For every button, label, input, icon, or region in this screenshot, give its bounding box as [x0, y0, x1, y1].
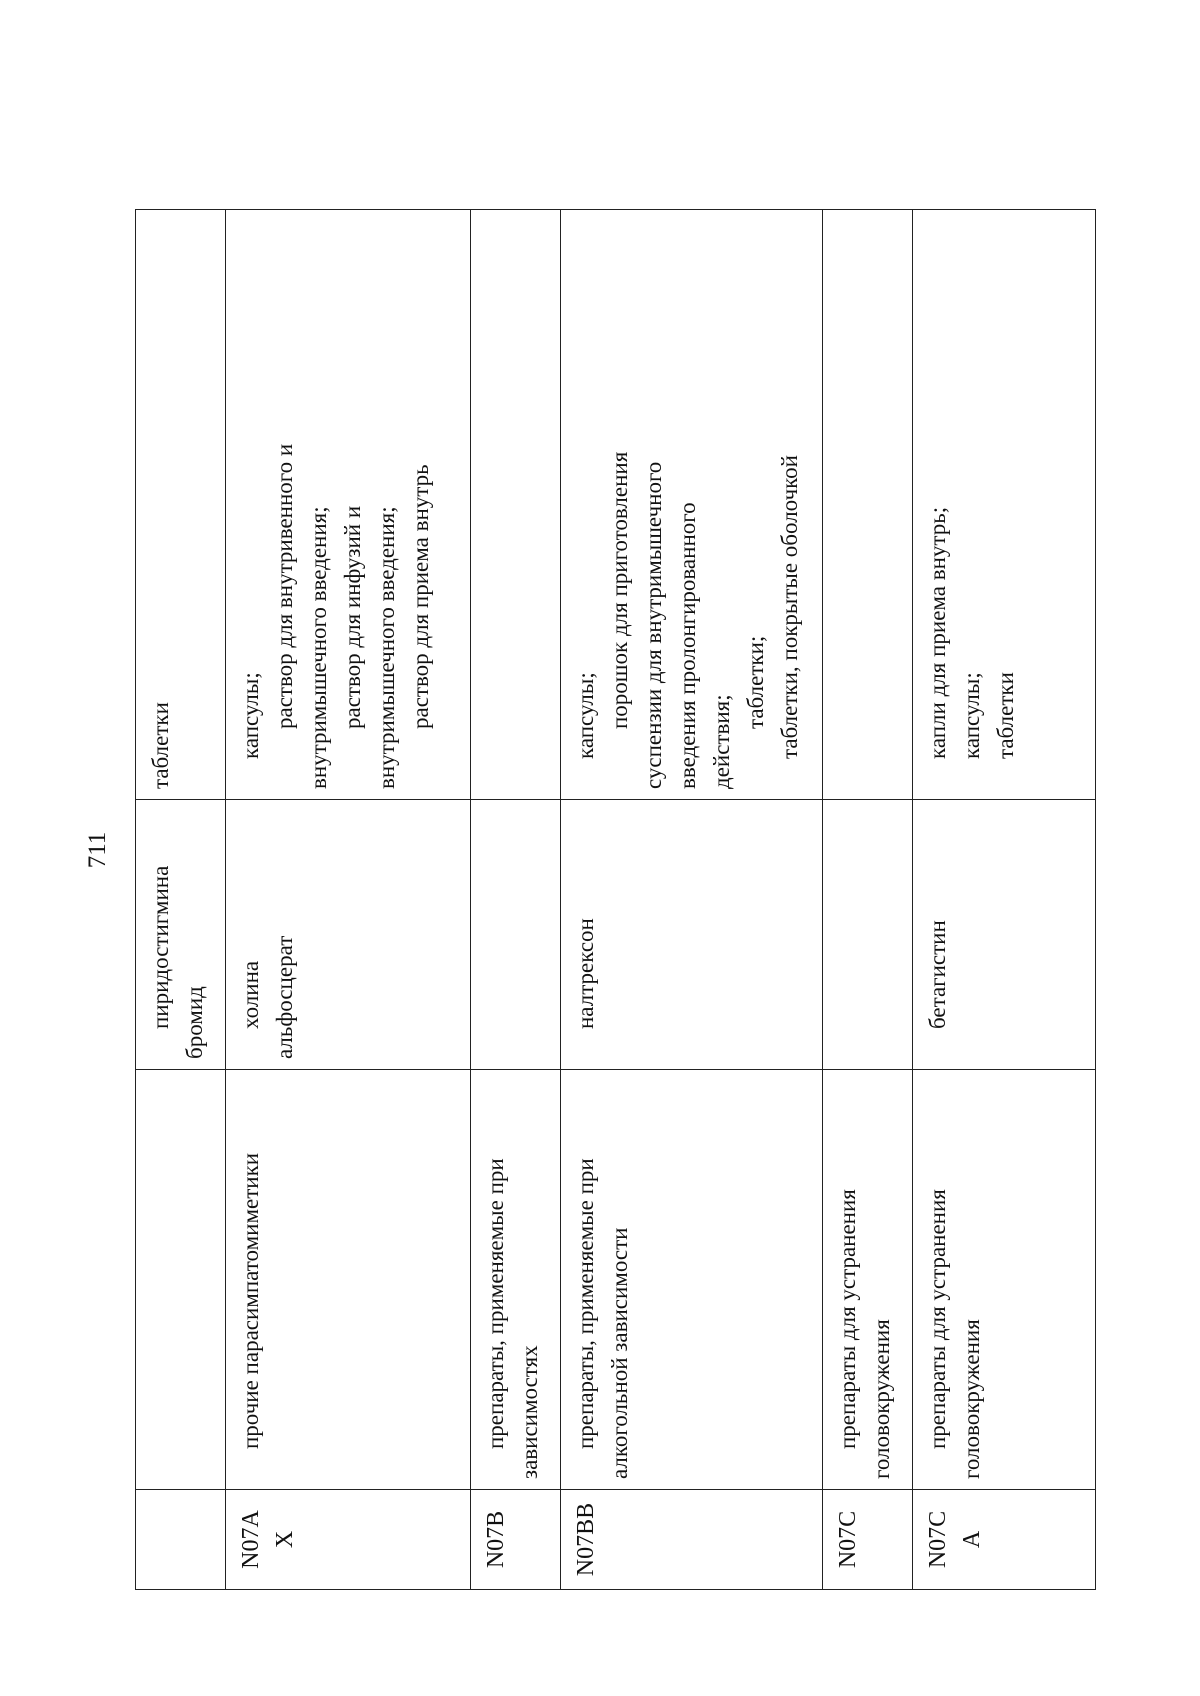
substance-cell — [913, 800, 1096, 1070]
form-line: таблетки — [148, 702, 173, 789]
substance-cell — [136, 800, 226, 1070]
page-number: 711 — [84, 831, 111, 869]
form-line: раствор для внутривенного и — [272, 443, 297, 729]
table-row — [561, 210, 823, 1590]
group-line: препараты, применяемые при — [483, 1158, 508, 1449]
forms-cell — [226, 210, 471, 800]
form-line: таблетки, покрытые оболочкой — [777, 455, 802, 759]
form-line: внутримышечного введения; — [306, 506, 331, 789]
form-line: введения пролонгированного — [675, 502, 700, 789]
group-line: головокружения — [959, 1319, 984, 1479]
substance-cell — [823, 800, 913, 1070]
table-row — [913, 210, 1096, 1590]
group-cell — [136, 1070, 226, 1490]
form-line: внутримышечного введения; — [374, 506, 399, 789]
code-cell — [226, 1490, 471, 1590]
group-line: препараты, применяемые при — [573, 1158, 598, 1449]
code-line: N07BB — [573, 1502, 599, 1577]
code-cell — [913, 1490, 1096, 1590]
form-line: капсулы; — [573, 672, 598, 759]
group-line: препараты для устранения — [835, 1189, 860, 1449]
code-cell — [471, 1490, 561, 1590]
form-line: таблетки — [993, 672, 1018, 759]
code-line: X — [272, 1530, 298, 1549]
group-cell — [913, 1070, 1096, 1490]
form-line: капсулы; — [238, 672, 263, 759]
form-line: таблетки; — [743, 635, 768, 729]
group-cell — [561, 1070, 823, 1490]
code-line: N07C — [835, 1510, 861, 1569]
group-cell — [823, 1070, 913, 1490]
group-line: препараты для устранения — [925, 1189, 950, 1449]
group-cell — [471, 1070, 561, 1490]
substance-line: альфосцерат — [272, 935, 297, 1059]
code-line: N07C — [925, 1510, 951, 1569]
group-line: головокружения — [869, 1319, 894, 1479]
form-line: раствор для инфузий и — [340, 505, 365, 729]
group-cell — [226, 1070, 471, 1490]
forms-cell — [471, 210, 561, 800]
code-cell — [823, 1490, 913, 1590]
group-line: прочие парасимпатомиметики — [238, 1152, 263, 1449]
substance-cell — [561, 800, 823, 1070]
code-line: N07B — [483, 1510, 509, 1569]
forms-cell — [913, 210, 1096, 800]
form-line: порошок для приготовления — [607, 451, 632, 729]
substance-line: холина — [238, 960, 263, 1029]
table-row-continuation — [136, 210, 226, 1590]
substance-line: бетагистин — [925, 920, 950, 1029]
group-line: зависимостях — [517, 1345, 542, 1479]
table-row — [226, 210, 471, 1590]
group-line: алкогольной зависимости — [607, 1227, 632, 1479]
forms-cell — [823, 210, 913, 800]
code-cell — [561, 1490, 823, 1590]
substance-line: бромид — [182, 986, 207, 1059]
code-line: A — [959, 1530, 985, 1549]
drug-table — [135, 209, 1096, 1590]
forms-cell — [561, 210, 823, 800]
substance-cell — [471, 800, 561, 1070]
substance-line: налтрексон — [573, 918, 598, 1029]
code-line: N07A — [238, 1510, 264, 1569]
table-frame — [135, 210, 1095, 1590]
code-cell — [136, 1490, 226, 1590]
substance-line: пиридостигмина — [148, 865, 173, 1029]
substance-cell — [226, 800, 471, 1070]
form-line: действия; — [709, 694, 734, 789]
form-line: суспензии для внутримышечного — [641, 461, 666, 789]
form-line: капли для приема внутрь; — [925, 506, 950, 759]
form-line: капсулы; — [959, 672, 984, 759]
form-line: раствор для приема внутрь — [408, 464, 433, 729]
table-row — [823, 210, 913, 1590]
forms-cell — [136, 210, 226, 800]
table-row — [471, 210, 561, 1590]
